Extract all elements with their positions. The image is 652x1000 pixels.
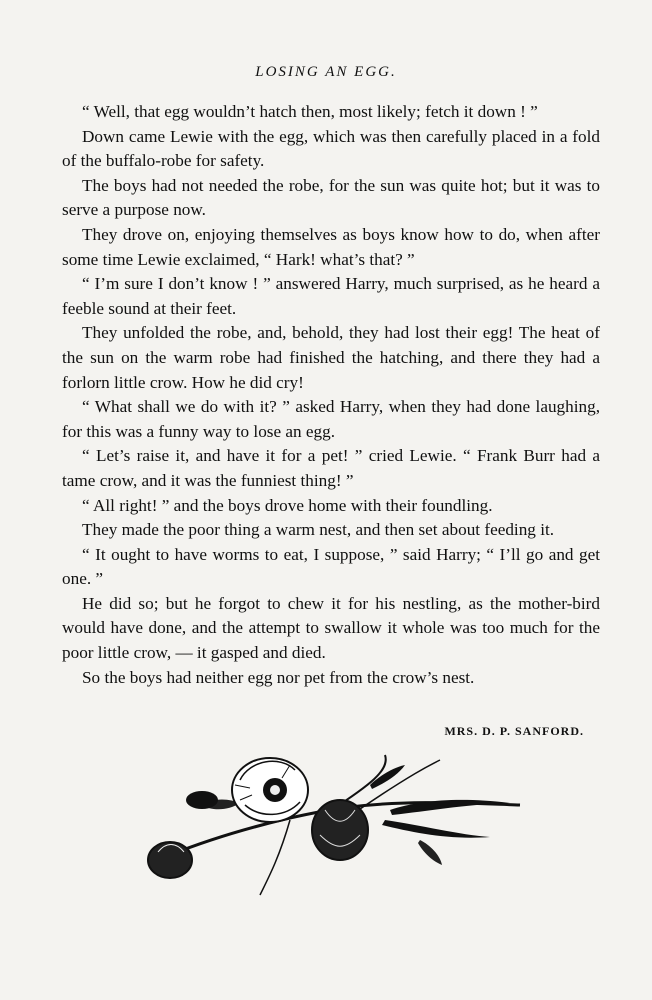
- rose-bud: [186, 791, 218, 809]
- paragraph: So the boys had neither egg nor pet from the crow’s nest.: [82, 667, 475, 687]
- author-signature: MRS. D. P. SANFORD.: [444, 724, 584, 738]
- paragraph: Down came Lewie with the egg, which was then carefully placed in a fold of the buffalo-robe for safety.: [62, 126, 600, 171]
- rose-bloom: [312, 800, 368, 860]
- paragraph: “ I’m sure I don’t know ! ” answered Harry, much surprised, as he heard a feeble sound at their feet.: [62, 274, 600, 318]
- paragraph: “ It ought to have worms to eat, I suppose, ” said Harry; “ I’ll go and get one. ”: [62, 544, 600, 589]
- running-title: LOSING AN EGG.: [255, 64, 397, 80]
- paragraph: They unfolded the robe, and, behold, they had lost their egg! The heat of the sun on the warm robe had finished the hatching, and there they had a forlorn little crow. How he did cry!: [62, 323, 600, 392]
- paragraph: “ What shall we do with it? ” asked Harry, when they had done laughing, for this was a funny way to lose an egg.: [62, 397, 600, 441]
- rose-bloom: [232, 758, 308, 822]
- paragraph: “ Let’s raise it, and have it for a pet! ” cried Lewie. “ Frank Burr had a tame crow, and it was the funniest thing! ”: [62, 446, 600, 490]
- paragraph: “ All right! ” and the boys drove home with their foundling.: [82, 495, 493, 515]
- paragraph: The boys had not needed the robe, for the sun was quite hot; but it was to serve a purpose now.: [62, 175, 600, 220]
- paragraph: They made the poor thing a warm nest, and then set about feeding it.: [82, 520, 555, 540]
- paragraph: He did so; but he forgot to chew it for his nestling, as the mother-bird would have done, and the attempt to swallow it whole was too much for the poor little crow, — it gasped and died.: [62, 593, 600, 663]
- flower-spray-illustration: [130, 745, 530, 905]
- paragraph: “ Well, that egg wouldn’t hatch then, most likely; fetch it down ! ”: [82, 102, 538, 121]
- story-text: [62, 100, 600, 690]
- paragraph: They drove on, enjoying themselves as boys know how to do, when after some time Lewie exclaimed, “ Hark! what’s that? ”: [62, 224, 600, 269]
- rose-bud: [148, 842, 192, 878]
